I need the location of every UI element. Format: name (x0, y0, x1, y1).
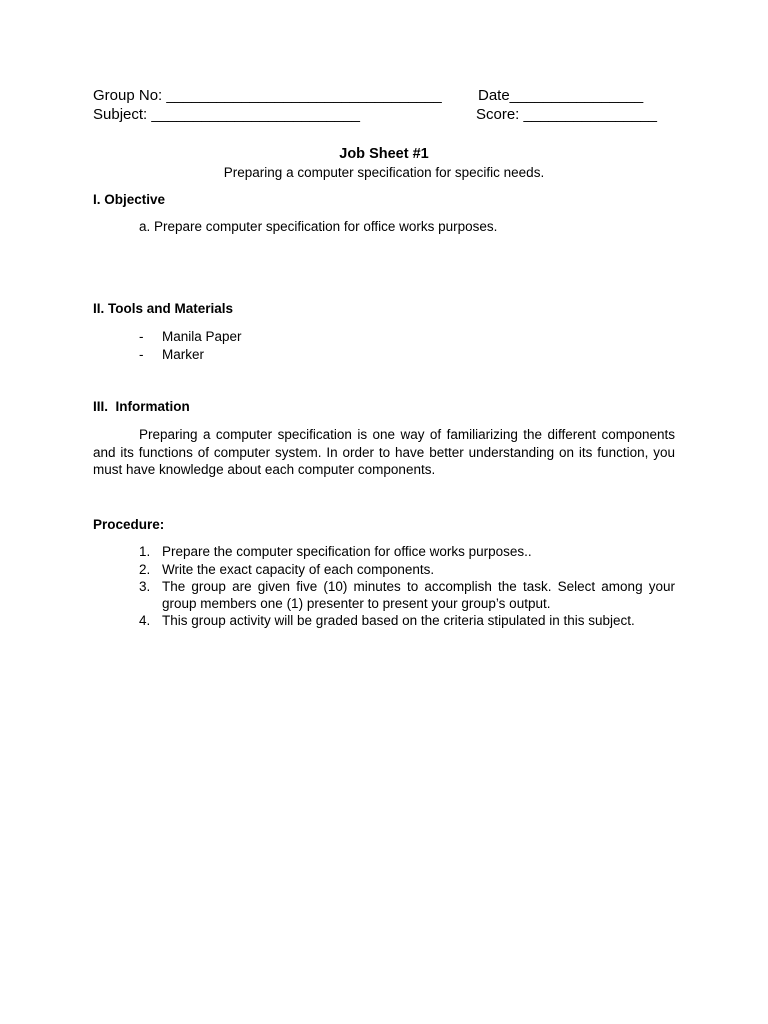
bullet-dash: - (139, 329, 144, 344)
information-paragraph: Preparing a computer specification is one way of familiarizing the different components and its functions of computer system. In order to have better understanding on its function, you must have knowledge about each computer components. (93, 427, 675, 477)
page-title: Job Sheet #1 (339, 146, 429, 162)
tools-heading: II. Tools and Materials (93, 301, 234, 316)
list-number: 1. (139, 544, 151, 559)
procedure-heading: Procedure: (93, 517, 165, 532)
list-number: 3. (139, 579, 151, 594)
bullet-dash: - (139, 347, 144, 362)
tools-item-label: Manila Paper (162, 329, 242, 344)
tools-item-label: Marker (162, 347, 205, 362)
header-row-subject-score (93, 105, 675, 125)
list-number: 4. (139, 613, 151, 628)
list-number: 2. (139, 562, 151, 577)
information-heading: III. Information (93, 399, 190, 414)
page-subtitle: Preparing a computer specification for specific needs. (223, 165, 545, 180)
objective-heading: I. Objective (93, 192, 166, 207)
subject-field: Subject: _________________________ (93, 106, 360, 123)
group-no-field: Group No: _________________________________ (93, 87, 442, 104)
procedure-item-text: Prepare the computer specification for office works purposes.. (162, 544, 532, 559)
objective-item: a. Prepare computer specification for office works purposes. (139, 219, 498, 234)
procedure-item-text: The group are given five (10) minutes to accomplish the task. Select among your group members one (1) presenter to present your group’s output. (162, 579, 675, 611)
date-field: Date________________ (478, 87, 644, 104)
procedure-item-text: Write the exact capacity of each components. (162, 562, 435, 577)
score-field: Score: ________________ (476, 106, 657, 123)
header-row-group-date (93, 86, 675, 106)
job-sheet-page (93, 0, 675, 1024)
procedure-item-text: This group activity will be graded based on the criteria stipulated in this subject. (162, 613, 635, 628)
